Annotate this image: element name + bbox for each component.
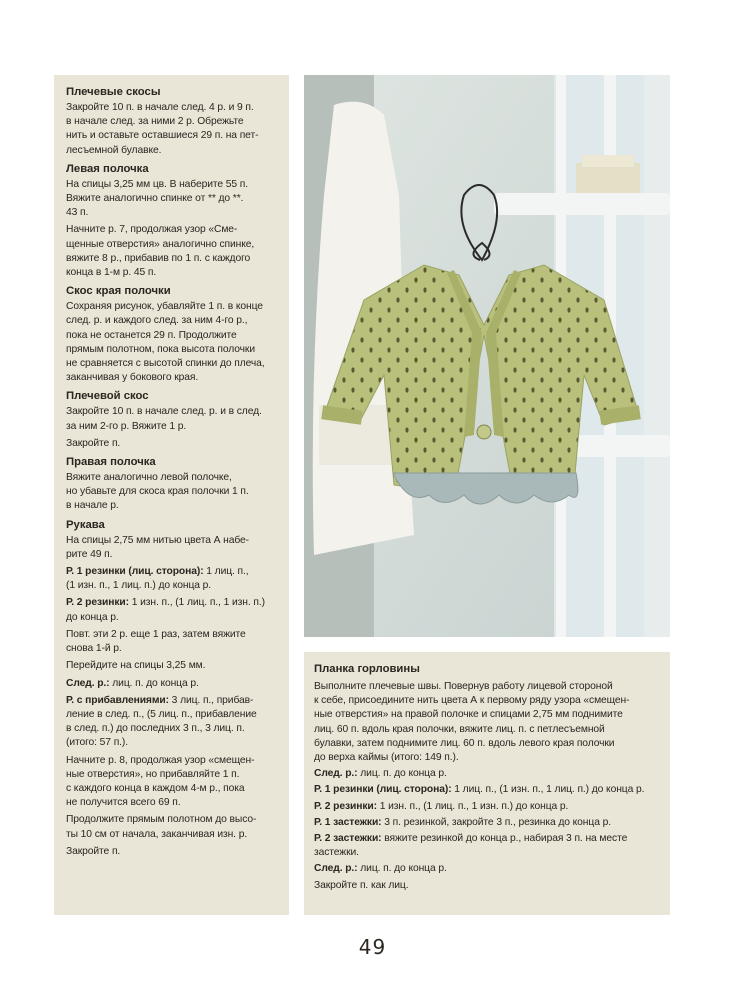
paragraph	[66, 437, 279, 451]
paragraph-text: На спицы 3,25 мм цв. В наберите 55 п. Вяжите аналогично спинке от ** до **. 43 п.	[66, 178, 249, 219]
paragraph	[66, 813, 279, 841]
paragraph	[66, 471, 279, 514]
paragraph	[314, 783, 660, 797]
knitted-cardigan-photo-icon	[304, 75, 670, 637]
section-heading: Планка горловины	[314, 663, 420, 675]
instruction-section	[66, 455, 279, 514]
section-heading: Плечевой скос	[66, 390, 149, 403]
instruction-section	[66, 284, 279, 385]
instruction-section	[66, 389, 279, 451]
paragraph	[314, 680, 660, 765]
paragraph	[66, 754, 279, 811]
paragraph-text: Перейдите на спицы 3,25 мм.	[66, 660, 206, 672]
paragraph-text: Закройте п. как лиц.	[314, 879, 409, 891]
paragraph	[66, 534, 279, 562]
paragraph	[314, 879, 660, 893]
paragraph-text: Выполните плечевые швы. Повернув работу лицевой стороной к себе, присоедините нить цвета А к первому ряду узора «смещен- ные отверстия» на правой полочке и спицами 2,75 мм поднимите лиц. 60 п. вдоль края полочки, вяжите лиц. п. с петлесъемной булавки, затем поднимите лиц. 60 п. вдоль левого края полочки до верха каймы (итого: 149 п.).	[314, 681, 630, 764]
paragraph-text: вяжите резинкой до конца р., набирая 3 п. на месте застежки.	[314, 833, 628, 859]
paragraph-label: Р. 2 резинки:	[66, 597, 129, 609]
paragraph	[66, 405, 279, 433]
paragraph-text: 1 изн. п., (1 лиц. п., 1 изн. п.) до конца р.	[66, 597, 265, 623]
paragraph-text: лиц. п. до конца р.	[357, 768, 447, 780]
paragraph-label: Р. с прибавлениями:	[66, 694, 169, 706]
paragraph	[66, 178, 279, 221]
paragraph-text: 1 лиц. п., (1 изн. п., 1 лиц. п.) до конца р.	[66, 566, 249, 592]
paragraph	[314, 767, 660, 781]
paragraph-text: лиц. п. до конца р.	[109, 677, 199, 689]
section-heading: Правая полочка	[66, 456, 156, 469]
paragraph-text: Закройте п.	[66, 437, 121, 449]
paragraph-label: Р. 2 застежки:	[314, 833, 382, 845]
paragraph-text: 1 изн. п., (1 лиц. п., 1 изн. п.) до конца р.	[376, 800, 569, 812]
paragraph-text: лиц. п. до конца р.	[357, 863, 447, 875]
paragraph	[66, 300, 279, 385]
paragraph	[66, 694, 279, 751]
section-heading: Левая полочка	[66, 162, 149, 175]
paragraph-text: Закройте 10 п. в начале след. 4 р. и 9 п. в начале след. за ними 2 р. Обрежьте нить и оставьте оставшиеся 29 п. на пет- лесъемной булавке.	[66, 102, 259, 156]
paragraph	[66, 677, 279, 691]
instruction-section	[66, 162, 279, 280]
paragraph-text: Закройте 10 п. в начале след. р. и в след. за ним 2-го р. Вяжите 1 р.	[66, 406, 262, 432]
instruction-section	[66, 85, 279, 158]
paragraph-text: Начните р. 7, продолжая узор «Сме- щенные отверстия» аналогично спинке, вяжите 8 р., прибавив по 1 п. с каждого конца в 1-м р. 45 п.	[66, 224, 255, 279]
paragraph	[66, 223, 279, 280]
right-paragraphs	[314, 680, 660, 893]
paragraph-text: Закройте п.	[66, 845, 121, 857]
paragraph	[66, 628, 279, 656]
paragraph	[66, 659, 279, 673]
page-number: 49	[358, 935, 387, 959]
section-heading: Плечевые скосы	[66, 86, 161, 98]
paragraph-text: Сохраняя рисунок, убавляйте 1 п. в конце след. р. и каждого след. за ним 4-го р., пока не останется 29 п. Продолжите прямым полотном, пока высота полочки не сравняется с высотой спинки до плеча, заканчивая у бокового края.	[66, 301, 265, 384]
left-text-column	[54, 75, 289, 915]
section-heading: Рукава	[66, 518, 105, 531]
paragraph-text: Повт. эти 2 р. еще 1 раз, затем вяжите снова 1-й р.	[66, 628, 246, 655]
paragraph-text: На спицы 2,75 мм нитью цвета А набе- рите 49 п.	[66, 534, 249, 560]
paragraph-text: Вяжите аналогично левой полочке, но убавьте для скоса края полочки 1 п. в начале р.	[66, 472, 249, 512]
left-sections	[66, 85, 279, 859]
paragraph-text: Начните р. 8, продолжая узор «смещен- ные отверстия», но прибавляйте 1 п. с каждого конца в каждом 4-м р., пока не получится всего 69 п.	[66, 754, 255, 809]
paragraph-text: 3 п. резинкой, закройте 3 п., резинка до конца р.	[381, 816, 611, 828]
paragraph	[314, 832, 660, 860]
paragraph	[314, 800, 660, 814]
paragraph	[66, 565, 279, 593]
paragraph-label: След. р.:	[314, 863, 358, 875]
paragraph-text: 1 лиц. п., (1 изн. п., 1 лиц. п.) до конца р.	[451, 784, 645, 796]
paragraph-label: След. р.:	[66, 677, 110, 689]
instruction-section	[66, 518, 279, 859]
paragraph-label: Р. 2 резинки:	[314, 800, 377, 812]
section-heading: Скос края полочки	[66, 285, 171, 298]
right-text-column	[304, 652, 670, 915]
cardigan-photo	[304, 75, 670, 637]
paragraph	[66, 845, 279, 859]
paragraph-text: Продолжите прямым полотном до высо- ты 10 см от начала, заканчивая изн. р.	[66, 814, 257, 840]
paragraph	[66, 596, 279, 624]
paragraph-label: Р. 1 резинки (лиц. сторона):	[314, 784, 452, 796]
paragraph-text: 3 лиц. п., прибав- ление в след. п., (5 лиц. п., прибавление в след. п.) до последних 3 п., 3 лиц. п. (итого: 57 п.).	[66, 694, 257, 749]
paragraph-label: Р. 1 застежки:	[314, 816, 382, 828]
paragraph-label: След. р.:	[314, 768, 358, 780]
paragraph	[314, 862, 660, 876]
paragraph	[66, 101, 279, 158]
paragraph-label: Р. 1 резинки (лиц. сторона):	[66, 566, 204, 578]
paragraph	[314, 816, 660, 830]
